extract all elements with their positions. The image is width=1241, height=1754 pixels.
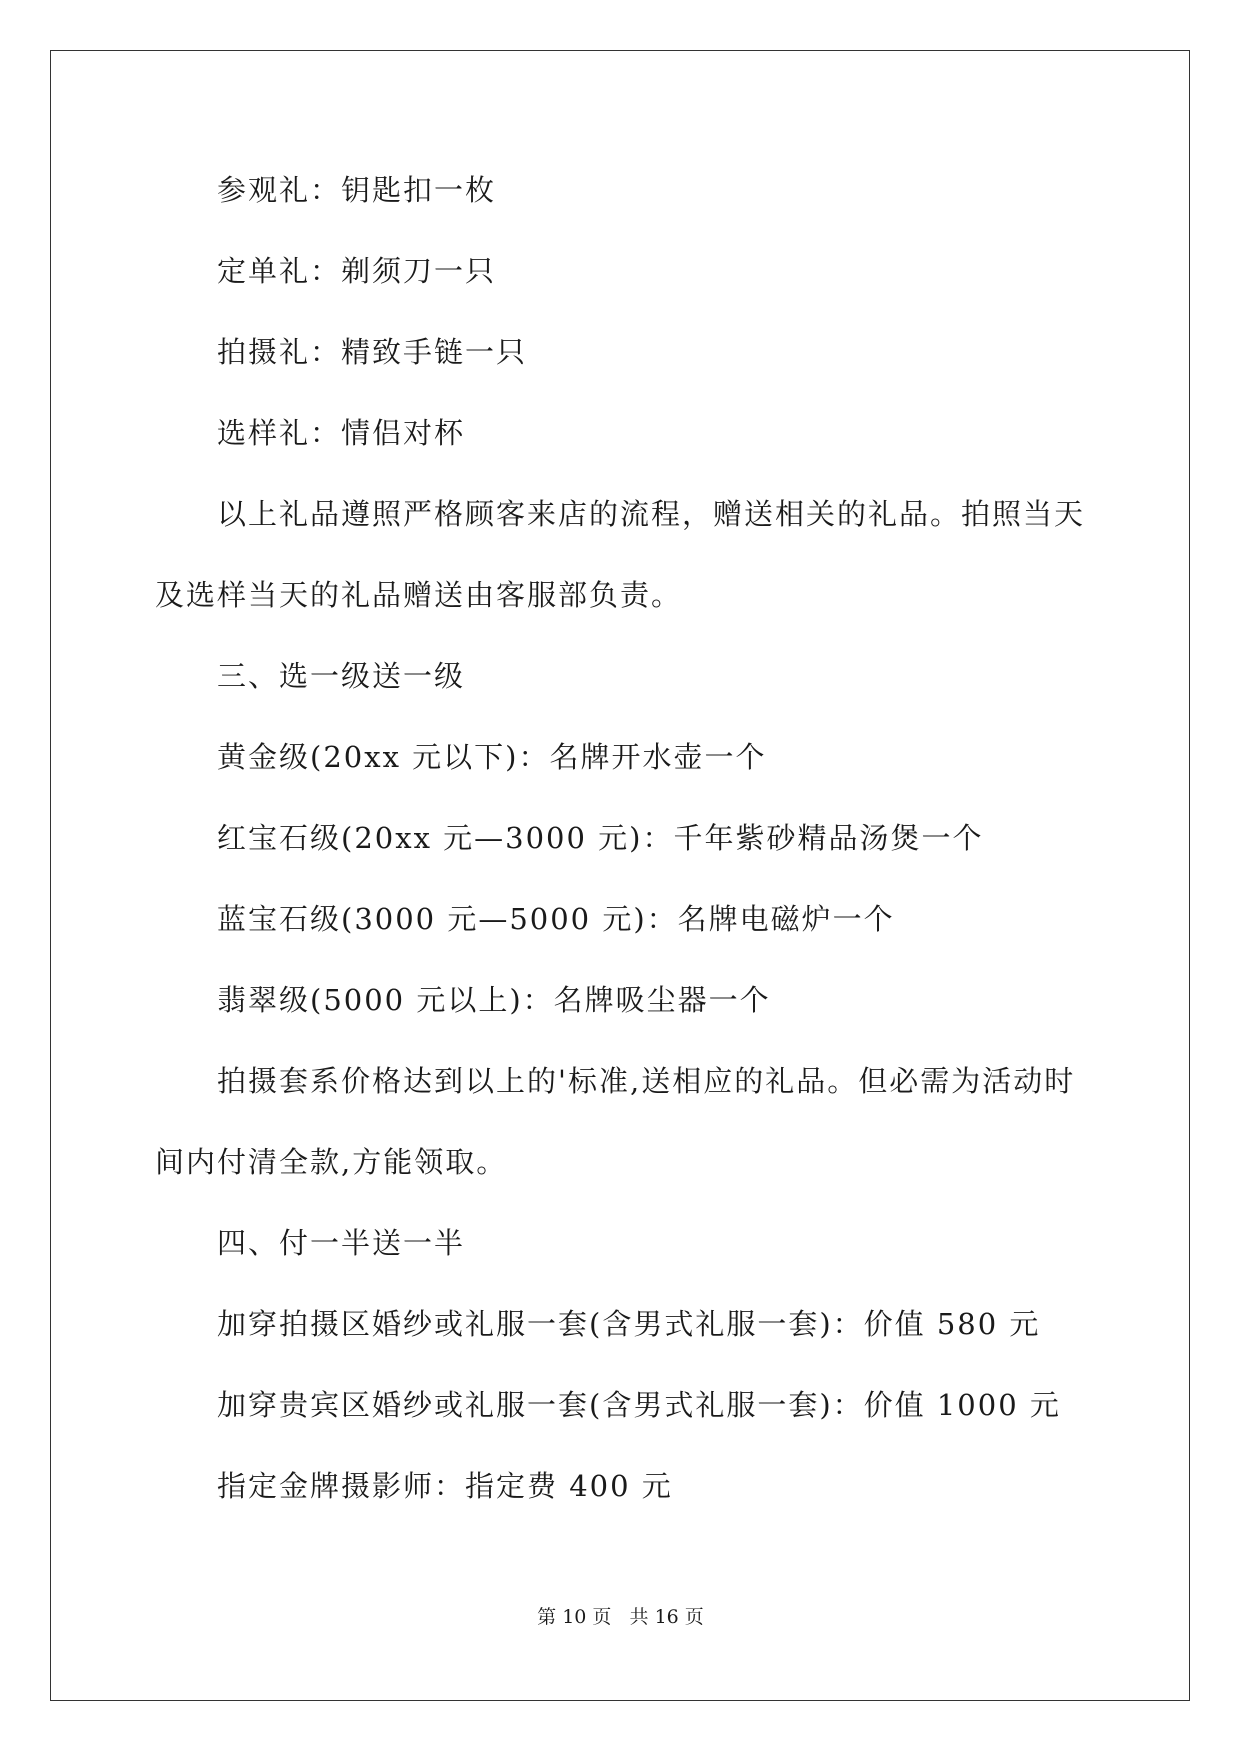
text-line: 指定金牌摄影师：指定费 400 元: [217, 1469, 673, 1503]
text-line: 黄金级(20xx 元以下)：名牌开水壶一个: [217, 740, 767, 774]
text-line: 蓝宝石级(3000 元—5000 元)：名牌电磁炉一个: [217, 902, 895, 936]
section-heading: 三、选一级送一级: [217, 659, 466, 693]
page-number-footer: 第 10 页 共 16 页: [537, 1606, 704, 1628]
text-line: 选样礼：情侣对杯: [217, 416, 466, 450]
paragraph-line: 拍摄套系价格达到以上的'标准,送相应的礼品。但必需为活动时: [217, 1064, 1076, 1098]
page-border: [50, 50, 1190, 1701]
section-heading: 四、付一半送一半: [217, 1226, 466, 1260]
text-line: 参观礼：钥匙扣一枚: [217, 173, 497, 207]
paragraph-line: 以上礼品遵照严格顾客来店的流程，赠送相关的礼品。拍照当天: [217, 497, 1086, 531]
text-line: 加穿贵宾区婚纱或礼服一套(含男式礼服一套)：价值 1000 元: [217, 1388, 1061, 1422]
paragraph-line: 间内付清全款,方能领取。: [155, 1145, 508, 1179]
text-line: 加穿拍摄区婚纱或礼服一套(含男式礼服一套)：价值 580 元: [217, 1307, 1041, 1341]
paragraph-line: 及选样当天的礼品赠送由客服部负责。: [155, 578, 683, 612]
text-line: 拍摄礼：精致手链一只: [217, 335, 528, 369]
text-line: 定单礼：剃须刀一只: [217, 254, 497, 288]
text-line: 翡翠级(5000 元以上)：名牌吸尘器一个: [217, 983, 771, 1017]
text-line: 红宝石级(20xx 元—3000 元)：千年紫砂精品汤煲一个: [217, 821, 984, 855]
